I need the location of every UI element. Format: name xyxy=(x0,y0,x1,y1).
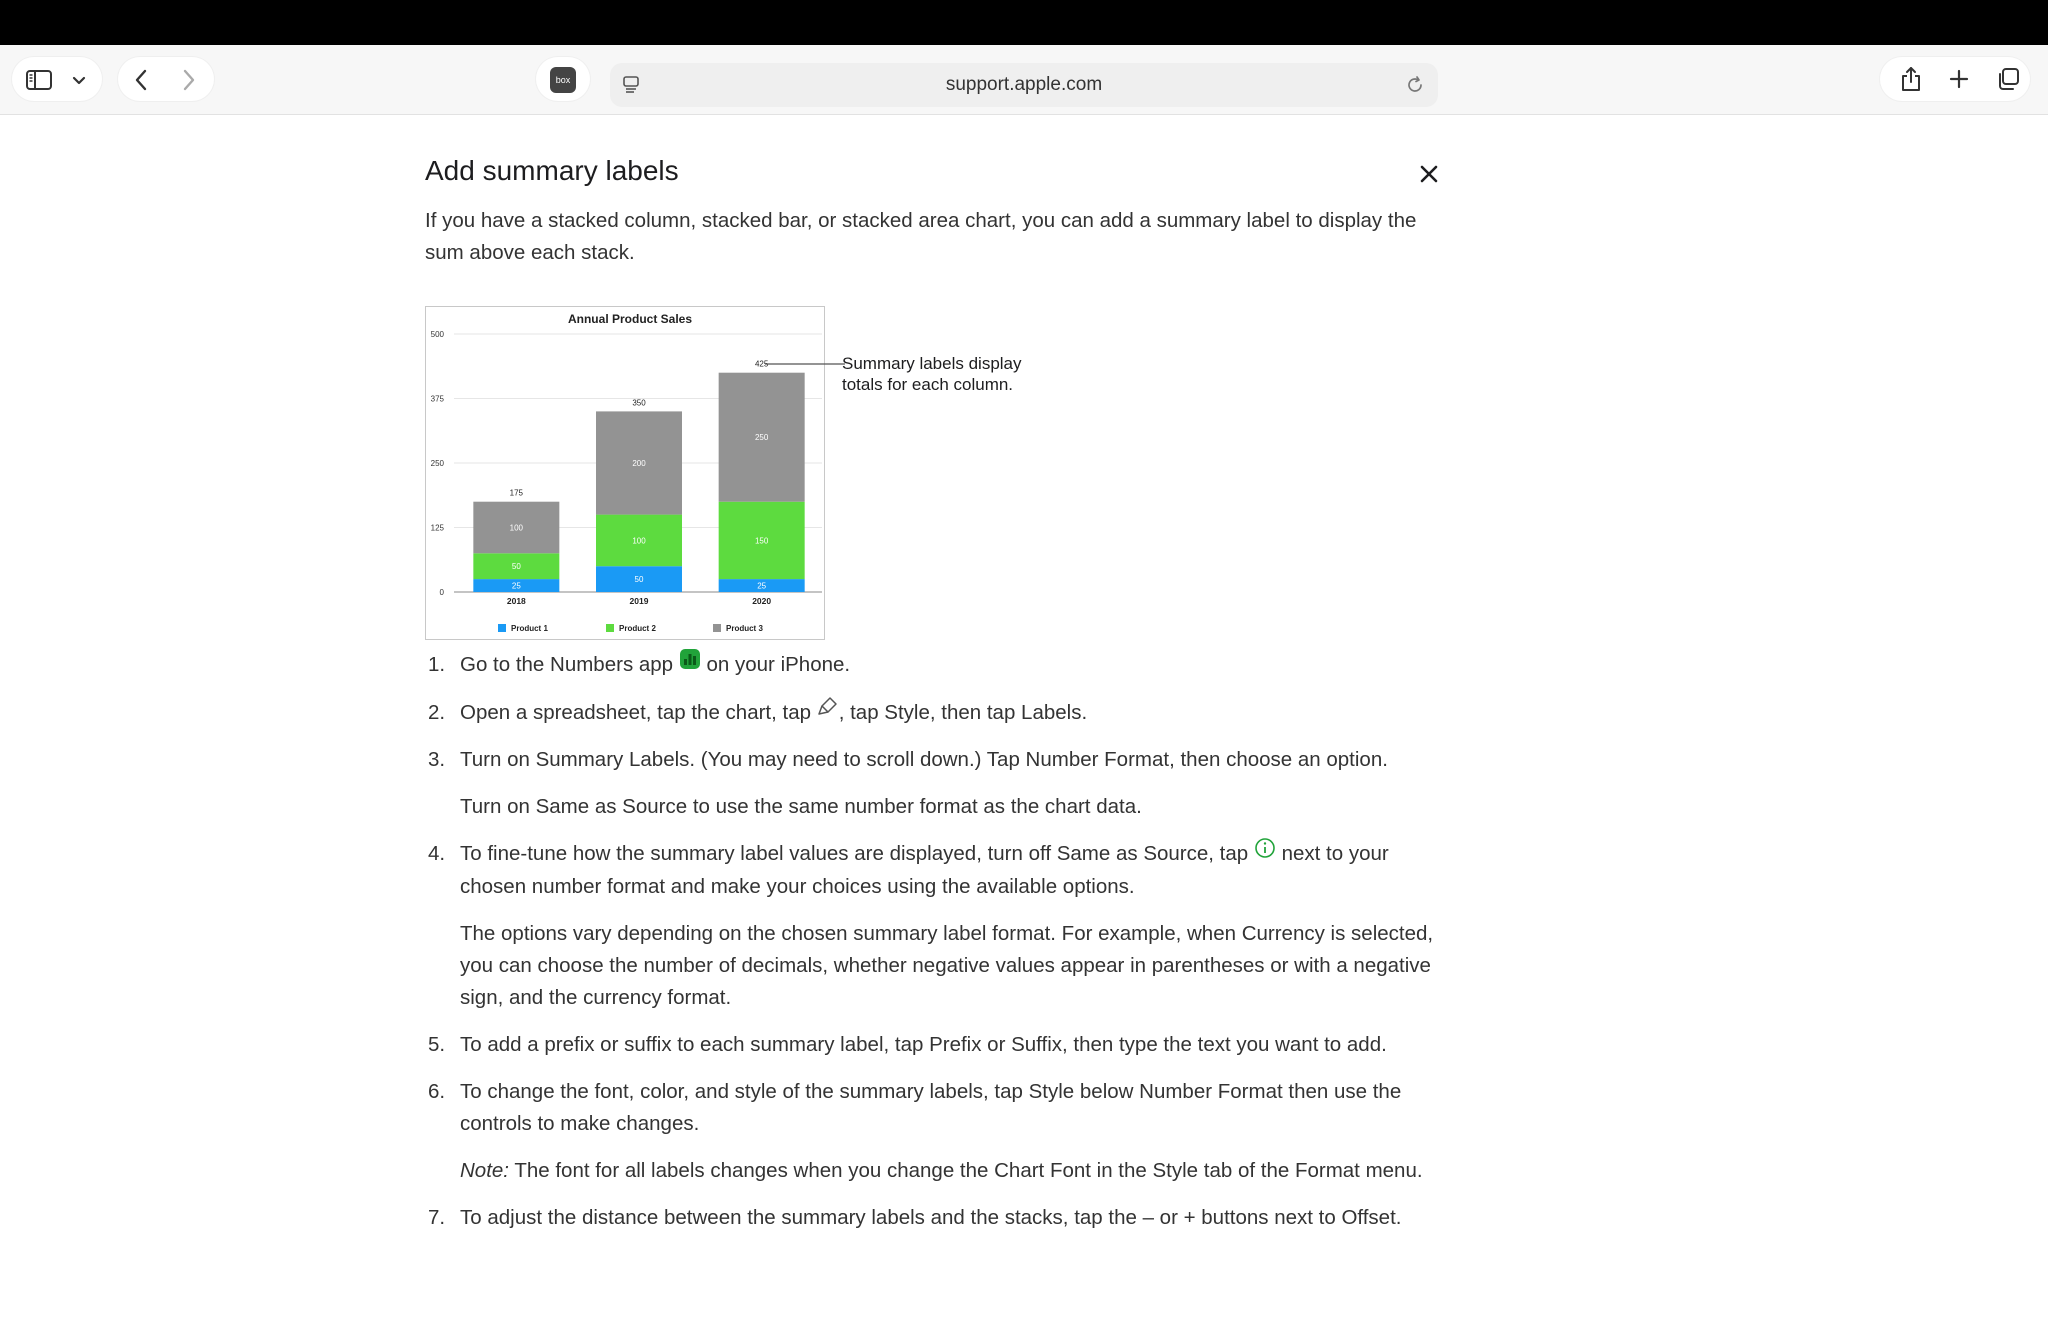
bar-value-label: 200 xyxy=(632,459,646,468)
reload-icon xyxy=(1405,75,1425,95)
bar-value-label: 100 xyxy=(632,536,646,546)
callout-line xyxy=(765,362,845,366)
close-button[interactable] xyxy=(1415,160,1443,188)
list-item: 7. To adjust the distance between the summary labels and the stacks, tap the – or + buttons next to Offset. xyxy=(428,1205,1402,1229)
page-title: Add summary labels xyxy=(425,155,679,186)
numbers-app-icon xyxy=(679,648,701,680)
stacked-column-chart xyxy=(426,307,824,639)
format-brush-icon xyxy=(817,695,839,727)
info-icon xyxy=(1254,837,1276,869)
legend-swatch xyxy=(498,624,506,632)
legend-swatch xyxy=(606,624,614,632)
tab-groups-button[interactable] xyxy=(68,70,90,92)
share-button[interactable] xyxy=(1896,63,1926,95)
summary-label: 175 xyxy=(509,488,524,498)
back-button[interactable] xyxy=(128,67,154,93)
list-item: 6. To change the font, color, and style of the summary labels, tap Style below Number Format then use the controls to make changes. xyxy=(428,1079,1402,1135)
x-tick-label: 2020 xyxy=(752,596,772,606)
bar-value-label: 50 xyxy=(511,562,521,572)
address-bar[interactable] xyxy=(610,63,1438,107)
callout-line1: Summary labels display xyxy=(842,354,1022,373)
legend-label: Product 2 xyxy=(619,624,656,633)
list-item: 5. To add a prefix or suffix to each summary label, tap Prefix or Suffix, then type the text you want to add. xyxy=(428,1032,1387,1056)
reload-button[interactable] xyxy=(1402,72,1428,98)
extension-button[interactable] xyxy=(550,67,576,93)
intro-text: If you have a stacked column, stacked bar, or stacked area chart, you can add a summary label to display the sum above each stack. xyxy=(425,209,1417,264)
steps-list xyxy=(425,649,1445,1249)
callout-line2: totals for each column. xyxy=(842,375,1014,394)
list-item: 2. Open a spreadsheet, tap the chart, tap , tap Style, then tap Labels. xyxy=(425,697,1445,730)
list-item: 4. To fine-tune how the summary label values are displayed, turn off Same as Source, tap next to your chosen number format and make your choices using the available options. xyxy=(425,838,1445,903)
y-tick-label: 250 xyxy=(430,459,444,468)
bar-value-label: 250 xyxy=(754,433,769,443)
new-tab-button[interactable] xyxy=(1945,65,1973,93)
share-icon xyxy=(1900,65,1922,93)
box-extension-icon: box xyxy=(550,67,576,93)
url-text: support.apple.com xyxy=(945,74,1103,95)
y-tick-label: 125 xyxy=(430,523,444,533)
step-detail: Turn on Same as Source to use the same number format as the chart data. xyxy=(460,795,1142,819)
chevron-left-icon xyxy=(134,69,148,91)
bar-value-label: 25 xyxy=(511,581,521,591)
legend-swatch xyxy=(713,624,721,632)
list-item: 3. Turn on Summary Labels. (You may need to scroll down.) Tap Number Format, then choose an option. xyxy=(428,748,1388,772)
bar-value-label: 50 xyxy=(634,575,644,585)
bar-value-label: 150 xyxy=(754,536,769,546)
step-detail: The options vary depending on the chosen summary label format. For example, when Currency is selected, you can choose the number of decimals, whether negative values appear in parentheses or with a negative sign, and the currency format. xyxy=(460,921,1434,1009)
summary-label: 350 xyxy=(632,398,646,408)
chart-callout xyxy=(842,353,1022,395)
list-item: 1. Go to the Numbers app on your iPhone. xyxy=(425,649,1445,682)
sidebar-icon xyxy=(26,70,52,90)
close-icon xyxy=(1415,160,1443,188)
x-tick-label: 2018 xyxy=(506,596,526,606)
tabs-icon xyxy=(1996,67,2020,91)
browser-toolbar xyxy=(0,45,2048,115)
sidebar-toggle-button[interactable] xyxy=(24,67,54,93)
forward-button[interactable] xyxy=(176,67,202,93)
chart-figure xyxy=(425,306,825,640)
y-tick-label: 0 xyxy=(439,588,444,597)
summary-label: 425 xyxy=(754,359,769,369)
tab-overview-button[interactable] xyxy=(1994,65,2022,93)
chart-title: Annual Product Sales xyxy=(567,312,693,326)
y-tick-label: 375 xyxy=(430,394,444,404)
bar-value-label: 25 xyxy=(757,581,767,591)
note-text: Note: The font for all labels changes when you change the Chart Font in the Style tab of the Format menu. xyxy=(460,1158,1423,1182)
x-tick-label: 2019 xyxy=(629,596,649,606)
legend-label: Product 1 xyxy=(511,624,548,633)
bar-value-label: 100 xyxy=(509,523,524,533)
chevron-right-icon xyxy=(182,69,196,91)
status-bar xyxy=(0,0,2048,45)
y-tick-label: 500 xyxy=(430,330,444,339)
legend-label: Product 3 xyxy=(726,624,763,633)
article-panel xyxy=(425,115,1445,1330)
chevron-down-icon xyxy=(72,76,86,86)
plus-icon xyxy=(1949,69,1969,89)
